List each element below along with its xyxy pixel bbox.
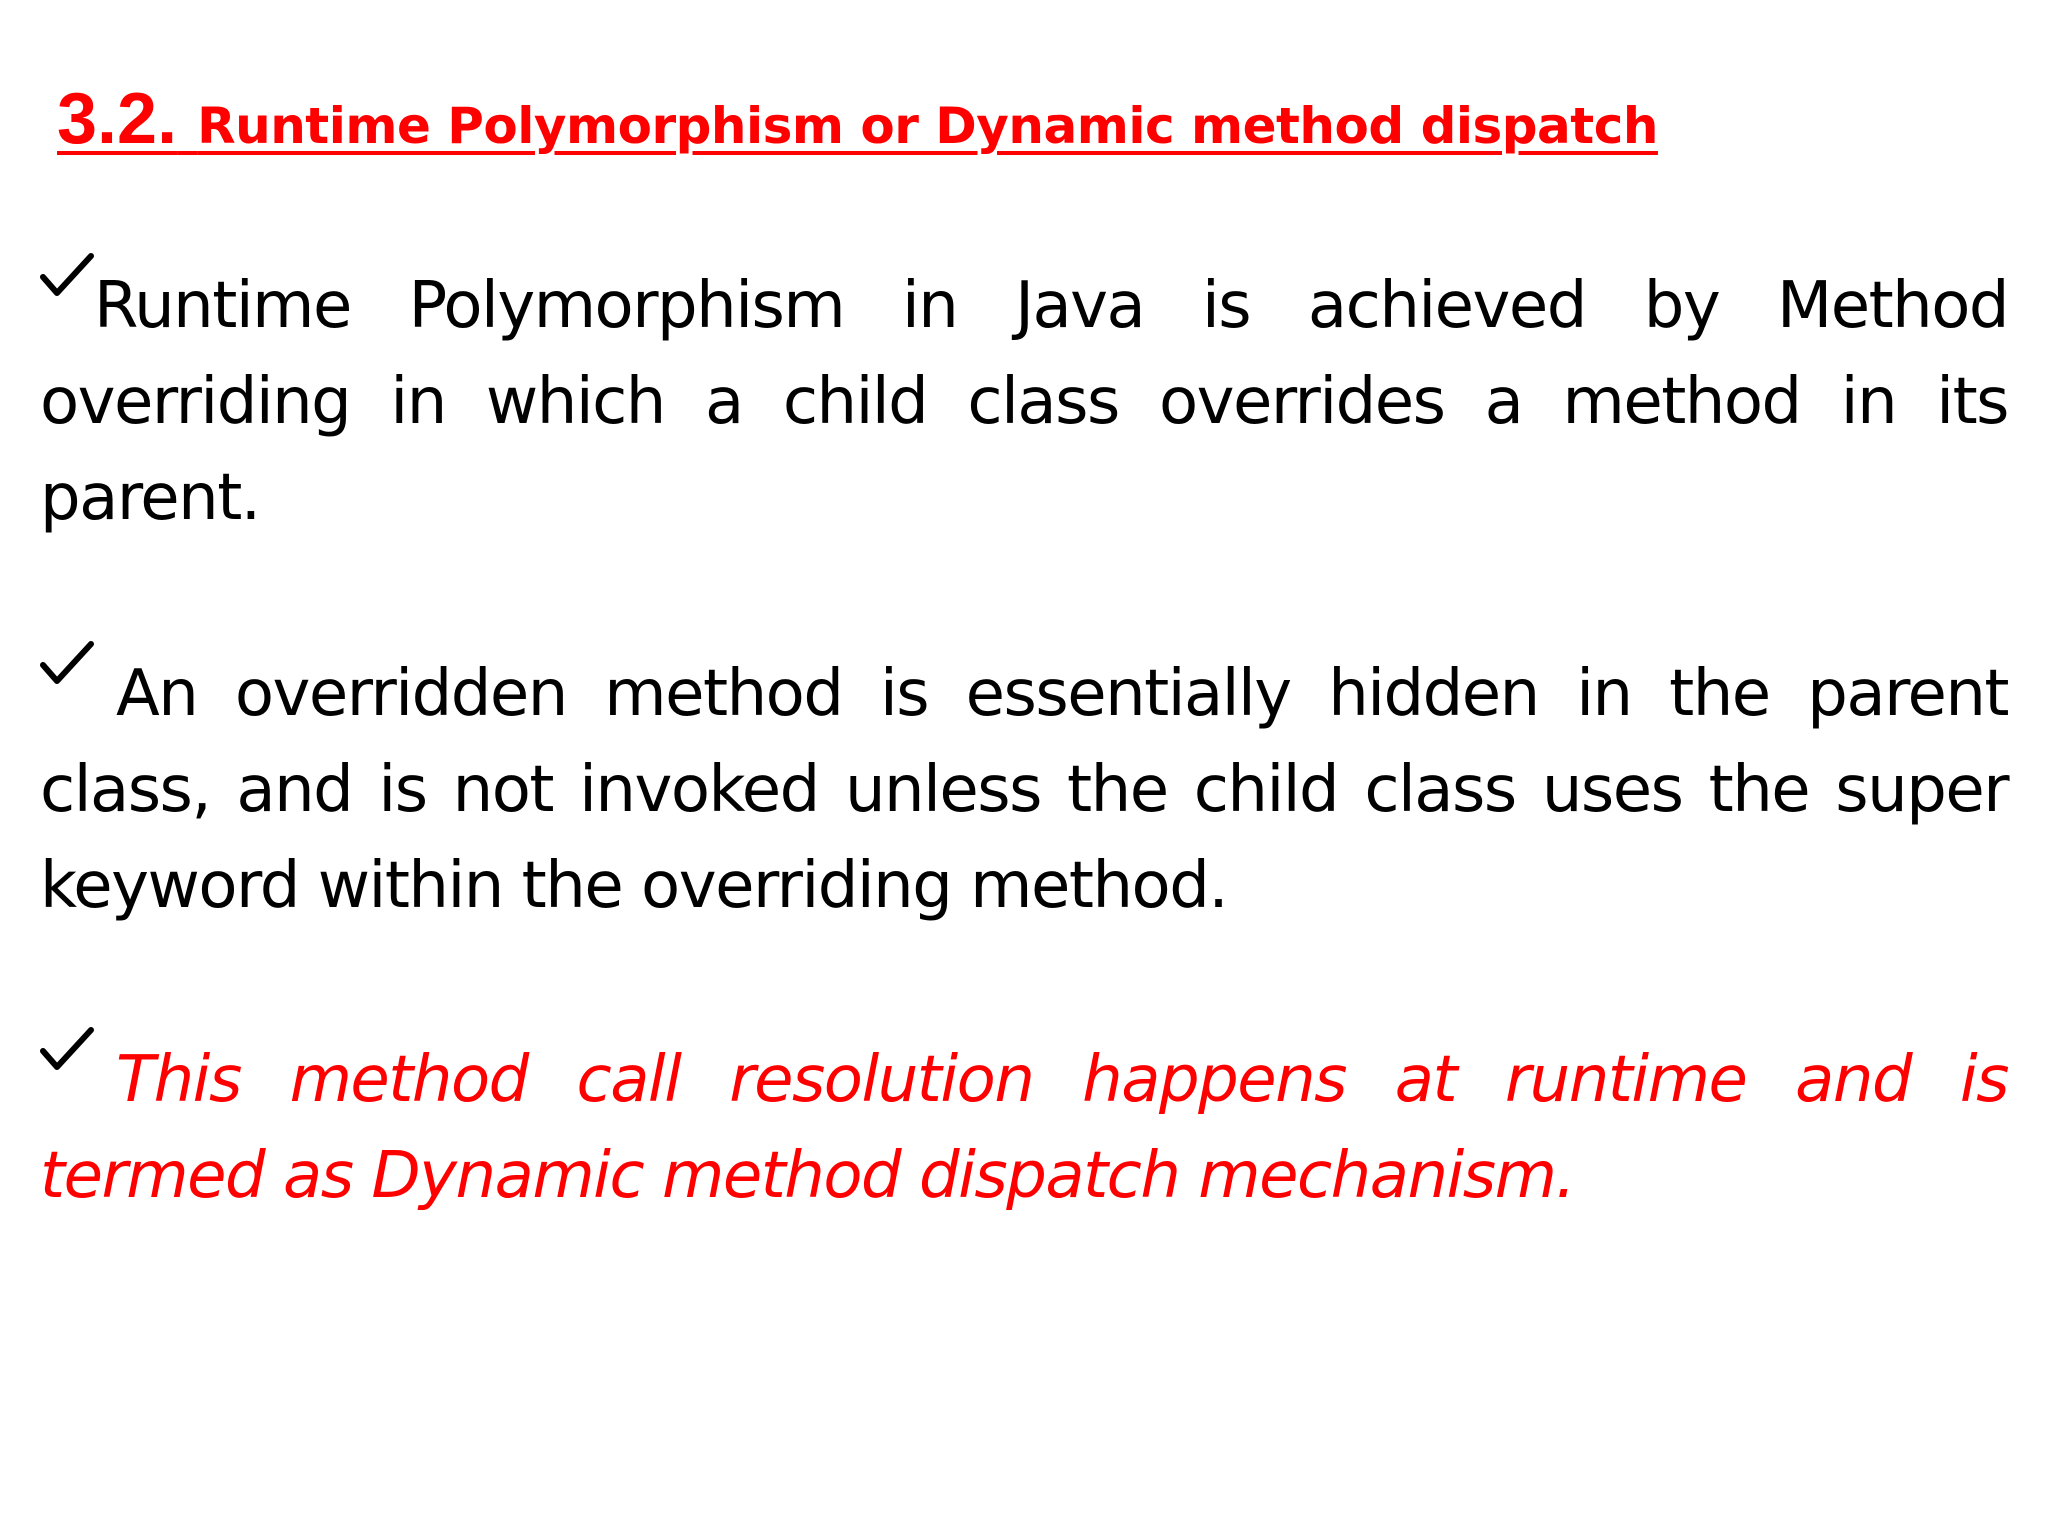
bullet-2 bbox=[40, 646, 2008, 934]
bullet-1 bbox=[40, 258, 2008, 546]
checkmark-icon bbox=[40, 641, 94, 685]
bullet-3-text: This method call resolution happens at runtime and is termed as Dynamic method dispatch mechanism. bbox=[40, 1043, 2008, 1213]
checkmark-icon bbox=[40, 1027, 94, 1071]
section-number: 3.2. bbox=[57, 79, 178, 159]
slide-title bbox=[57, 78, 1658, 160]
bullet-3 bbox=[40, 1032, 2008, 1224]
bullet-1-text: Runtime Polymorphism in Java is achieved by Method overriding in which a child class overrides a method in its parent. bbox=[40, 269, 2008, 535]
title-text: Runtime Polymorphism or Dynamic method dispatch bbox=[197, 97, 1658, 155]
checkmark-icon bbox=[40, 253, 94, 297]
bullet-2-text: An overridden method is essentially hidden in the parent class, and is not invoked unless the child class uses the super keyword within the overriding method. bbox=[40, 657, 2008, 923]
